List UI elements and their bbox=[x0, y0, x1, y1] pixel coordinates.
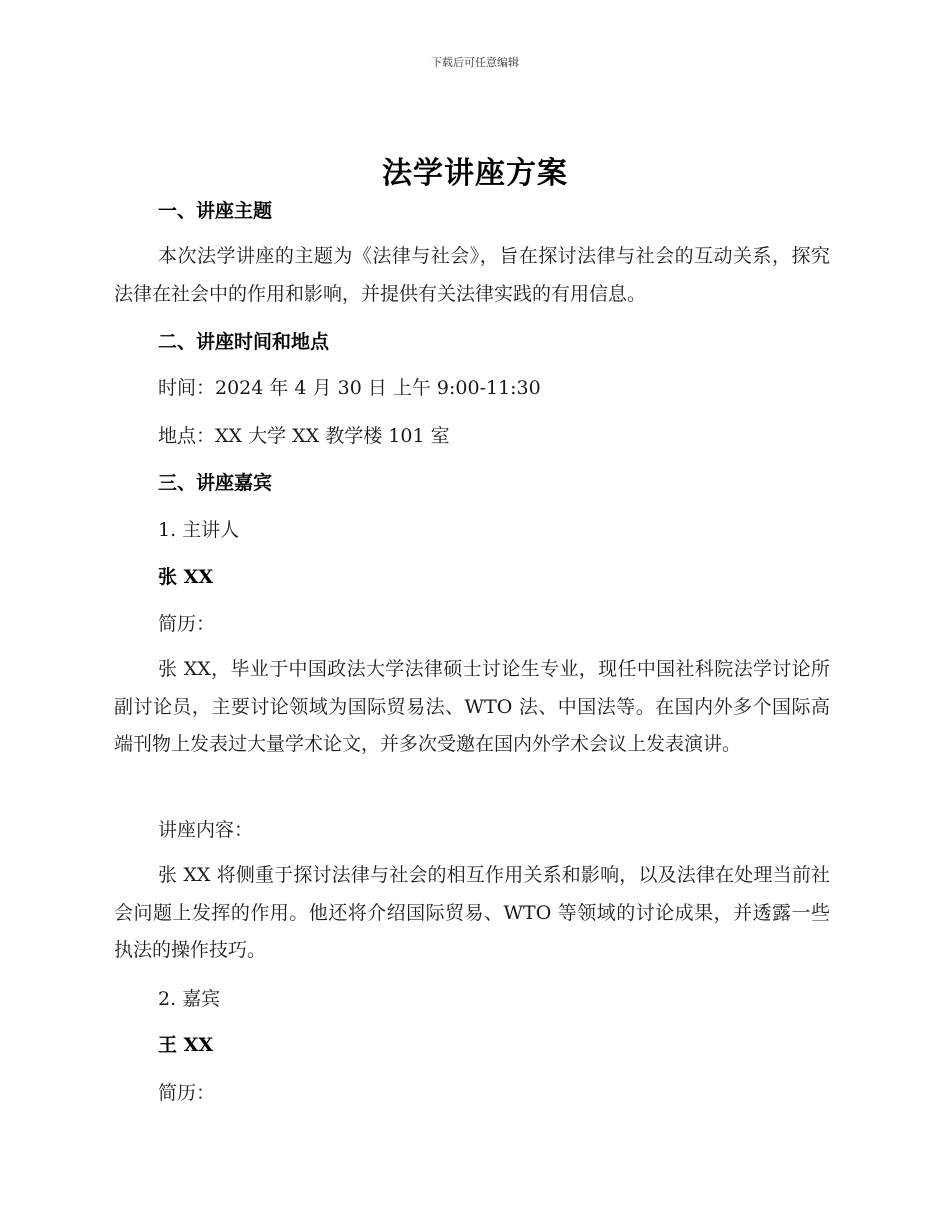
speaker-name: 张 XX bbox=[158, 566, 214, 588]
header-note: 下载后可任意编辑 bbox=[431, 56, 519, 69]
guest-bio-label: 简历： bbox=[158, 1082, 216, 1104]
section-heading-topic: 一、讲座主题 bbox=[158, 200, 273, 222]
page-title: 法学讲座方案 bbox=[382, 156, 568, 191]
section-heading-time-place: 二、讲座时间和地点 bbox=[158, 331, 330, 353]
guest-name: 王 XX bbox=[158, 1034, 214, 1056]
speaker-bio-label: 简历： bbox=[158, 613, 216, 635]
lecture-place: 地点：XX 大学 XX 教学楼 101 室 bbox=[158, 425, 450, 447]
speaker-subheading: 1. 主讲人 bbox=[158, 519, 240, 541]
lecture-time: 时间：2024 年 4 月 30 日 上午 9:00-11:30 bbox=[158, 377, 541, 399]
speaker-bio: 张 XX，毕业于中国政法大学法律硕士讨论生专业，现任中国社科院法学讨论所副讨论员，主要讨论领域为国际贸易法、WTO 法、中国法等。在国内外多个国际高端刊物上发表过大量学术论文，并多次受邀在国内外学术会议上发表演讲。 bbox=[114, 658, 830, 755]
guest-subheading: 2. 嘉宾 bbox=[158, 988, 221, 1010]
topic-paragraph: 本次法学讲座的主题为《法律与社会》，旨在探讨法律与社会的互动关系，探究法律在社会中的作用和影响，并提供有关法律实践的有用信息。 bbox=[114, 245, 830, 305]
speaker-content-label: 讲座内容： bbox=[158, 819, 254, 841]
speaker-content: 张 XX 将侧重于探讨法律与社会的相互作用关系和影响，以及法律在处理当前社会问题上发挥的作用。他还将介绍国际贸易、WTO 等领域的讨论成果，并透露一些执法的操作技巧。 bbox=[114, 864, 830, 961]
section-heading-guests: 三、讲座嘉宾 bbox=[158, 472, 273, 494]
